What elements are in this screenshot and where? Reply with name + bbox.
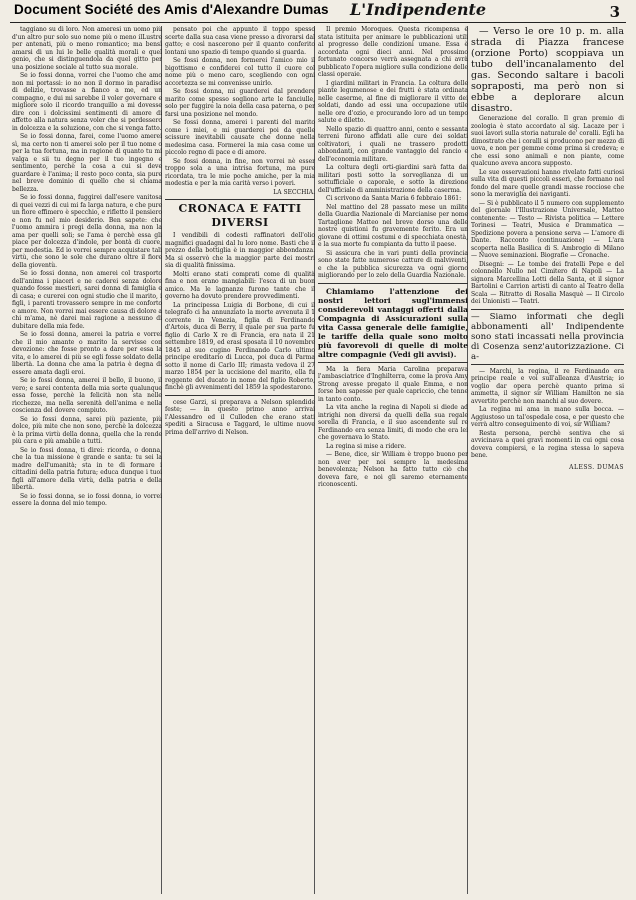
column-1	[12, 26, 162, 896]
paragraph: Se io fossi donna, amerei il bello, il buono, il vero; e sarei contenta della mia sorte qualunque essa fosse, perchè la felicità non sta nelle ricchezze, ma nella serenità dell'anima e nella coscienza del dovere compiuto.	[12, 377, 162, 414]
page-number: 3	[609, 3, 620, 21]
paragraph: Resta persona, perchè sentiva che si avvicinava a quei gravi momenti in cui ogni cosa doveva compiersi, e la regina stessa lo sapeva bene.	[471, 429, 624, 459]
paragraph: Se io fossi donna, non amerei col trasporto dell'anima i piaceri e ne caderei senza dolore quando fosse mestieri, sarei donna di famiglia e di casa; e curerei con ogni studio che il marito, i figli, i parenti trovassero sempre in me conforto e amore. Non vorrei mai essere causa di dolore a chi m'ama, nè darei mai ragione a nessuno di dubitare della mia fede.	[12, 270, 162, 330]
paragraph: — Verso le ore 10 p. m. alla strada di Piazza francese (orzione Porto) scoppiava un tubo dell'incanalamento del gas. Secondo saltare i bacoli sopraposti, ma però non si ebbe a deplorare alcun disastro.	[471, 26, 624, 114]
paragraph: Molti erano stati comprati come di qualità fina e non erano mangiabili: l'esca di un buon amico. Ma le lagnanze furono tante che il governo ha dovuto prendere provvedimenti.	[165, 270, 315, 300]
subscription-notice: — Siamo informati che degli abbonamenti all' Indipendente sono stati incassati nella provincia di Cosenza senz'autorizzazione. Ci a-	[471, 309, 624, 365]
paragraph: La coltura degli orti-giardini sarà fatta dai militari posti sotto la sorveglianza di un sottufficiale o caporale, e sotto la direzione dell'ufficiale di amministrazione della caserma.	[318, 164, 468, 194]
paragraph: Se io fossi donna, farei, come l'uomo amerei sì, ma certo non ti amerei solo per il tuo nome o per la tua fortuna, ma in ragione di quanto tu mi valga e sii tu degno per il tuo ingegno e sentimento, perchè la cosa a cui si deve guardare è l'anima; il resto poco conta, sia pure nel breve dominio di quello che si chiama bellezza.	[12, 133, 162, 193]
paragraph: LA SECCHIA.	[273, 188, 315, 196]
paragraph: Se io fossi donna, vorrei che l'uomo che amo non mi portassi: io no non il dormo in paradiso di delizie, trovasse a fianco a me, ed un compagno, e dui mi sarebbe il voler governare e migliore solo il ricordo tranquillo a mi dovesse dire con i dolcissimi sentimenti di amore di affetto alla natura senza voler che si perdessero in dolcezza e la soluzione, con che si venga fatto.	[12, 72, 162, 132]
paragraph: Disegni: — Le tombe dei fratelli Pepe e del colonnello Nullo nel Cimitero di Napoli — La signora Marcellina Lotti della Santa, et il signor Bartolini e Carrion artisti di canto al Teatro della Scala — Ritratto di Rosalia Masquè — Il Circolo dei Unionisti — Teatri.	[471, 260, 624, 305]
paragraph: Nel mattino del 28 passato mese un milite della Guardia Nazionale di Marcianise per nome Tartaglione Matteo nel breve dorso una delle nostre quistioni fu gravemente ferito. Era un giovane di ottimi costumi e di specchiata onestà, e la sua morte fu compianta da tutto il paese.	[318, 203, 468, 248]
paragraph: Il premio Moroques. Questa ricompensa è stata istituita per animare le pubblicazioni utili al progresso delle condizioni umane. Essa è accordata ogni dieci anni. Nel prossimo fortunato concorso verrà assegnata a chi avrà pubblicato l'opera migliore sulla condizione delle classi operaie.	[318, 26, 468, 78]
paragraph: La regina mi ama in mano sulla bocca. — Aggiustoso un tal'ospedale cosa, e per questo che verrà altro conseguimento di voi, sir William?	[471, 406, 624, 428]
paragraph: La regina si mise a ridere.	[326, 442, 407, 450]
paragraph: Generazione del corallo. Il gran premio di zoologia è stato accordato al sig. Lacaze per i suoi lavori sulla storia naturale de' coralli. Egli ha dimostrato che i coralli si producono per mezzo di uova, e non per gemme come prima si credeva; e che essi sono animali e non piante, come qualcuno aveva ancora supposto.	[471, 115, 624, 167]
paragraph: I vendibili di codesti raffinatori dell'olio magnifici guadagni dal lu loro nome. Basti che il prezzo della bottiglia è in maggior abbondanza. Ma si osservò che la maggior parte dei mostri sia di qualità finissima.	[165, 232, 315, 269]
author-signature: ALESS. DUMAS	[569, 463, 624, 471]
paragraph: Se io fossi donna, se io fossi donna, io vorrei essere la donna del mio tempo.	[12, 492, 162, 507]
paragraph: Si assicura che in vari punti della provincia sono state fatte numerose catture di malviventi, e che la pubblica sicurezza va ogni giorno migliorando per lo zelo della Guardia Nazionale.	[318, 249, 468, 279]
paragraph: Ci scrivono da Santa Maria 6 febbraio 1861:	[326, 195, 462, 202]
divider	[318, 362, 468, 363]
paragraph: Se io fossi donna, sarei più paziente, più dolce, più mite che non sono, perchè la dolcezza è la prima virtù della donna, quella che la rende più cara e più amabile a tutti.	[12, 415, 162, 445]
insurance-notice: Chiamiamo l'attenzione dei nostri lettori sugl'immensi considerevoli vantaggi offerti dalla Compagnia di Assicurazioni sulla vita Cassa generale delle famiglie, le tariffe della quale sono molto più favorevoli di quelle di molte altre compagnie (Vedi gli avvisi).	[318, 286, 468, 359]
paragraph: Se fossi donna, non formerei l'amico mio il bigottismo e confiderei col tutto il cuore col nome più o meno caro, scegliendo con ogni accortezza se mi convenisse unirlo.	[165, 57, 315, 87]
column-4	[471, 26, 624, 896]
paragraph: Nello spazio di quattro anni, cento e sessanta terreni furono affidati alle cure dei soldati coltivatori, i quali ne trassero prodotti abbondanti, con grande vantaggio del rancio e dell'economia militare.	[318, 125, 468, 163]
paragraph: Le sue osservazioni hanno rivelato fatti curiosi sulla vita di questi piccoli esseri, che formano nel fondo del mare quelle grandi masse rocciose che sono la meraviglia dei naviganti.	[471, 168, 624, 198]
header-rule	[10, 22, 626, 23]
paragraph: La principessa Luigia di Borbone, di cui il telegrafo ci ha annunziato la morte avvenuta il 1 corrente in Venezia, figlia di Ferdinando d'Artois, duca di Berry, il quale per sua parte fu figlio di Carlo X re di Francia, era nata il 21 settembre 1819, ed erasi sposata il 10 novembre 1845 al suo cugino Ferdinando Carlo ultimo principe ereditario di Lucca, poi duca di Parma sotto il nome di Carlo III; rimasta vedova il 27 marzo 1854 per la uccisione del marito, ella fu reggente del ducato in nome del figlio Roberto, finchè gli avvenimenti del 1859 la spodestarono.	[165, 301, 315, 391]
paragraph: Ma la fiera Maria Carolina preparava l'ambasciatrice d'Inghilterra, come la prova Amy Strong avesse pregato il quale Emma, e non forse ben sapesse per quale capriccio, che tenne in tanto conto.	[318, 365, 468, 403]
paragraph: I giardini militari in Francia. La coltura delle piante legumenose e dei frutti è stata ordinata nelle caserme, al fine di migliorare il vitto dei soldati, dando ad essi una occupazione utile nelle ore d'ozio, e procurando loro ad un tempo salute e diletto.	[318, 79, 468, 124]
masthead-title: L'Indipendente	[350, 0, 487, 19]
column-3	[318, 26, 468, 896]
paragraph: Se io fossi donna, amerei la patria e vorrei che il mio amante o marito la servisse con devozione: che fosse pronto a dare per essa la vita, e lo amerei di più se egli fosse soldato della libertà. La donna che ama la patria è degna di essere amata dagli eroi.	[12, 331, 162, 376]
paragraph: — Marchi, la regina, il re Ferdinando era principe reale e voi sull'alleanza d'Austria; io voglio dar opera perchè quanto prima si ammetta, il signor sir William Hamilton ne sia avvertito perchè non manchi al suo dovere.	[471, 367, 624, 405]
paragraph: Se fossi donna, mi guarderei dal prendere marito come spesso sogliono arte le fanciulle, solo per fuggire la noia della casa paterna, o per farsi una posizione nel mondo.	[165, 88, 315, 118]
paragraph: Se io fossi donna, fuggirei dall'esere vanitosa di quei vezzi di cui mi fa larga natura, e che pure un fiore effimero è specchio, e rifletto il pensiero e non fu nel mio desiderio. Ben sapete: che l'uomo ammira i pregi della donna, ma non la ama per quelli soli; se l'ama è perchè essa gli piace per dolcezza d'indole, per bontà di cuore, per modestia. Ed io vorrei sempre acquistare tali virtù, che sono le sole che durano oltre il fiore della gioventù.	[12, 194, 162, 269]
section-title: CRONACA E FATTI DIVERSI	[165, 199, 315, 230]
paragraph: Se io fossi donna, ti direi: ricorda, o donna, che la tua missione è grande e santa: tu sei la madre dell'umanità; sta in te di formare i cittadini della patria futura; educa dunque i tuoi figli all'amore della virtù, della patria e della libertà.	[12, 446, 162, 491]
paragraph: cese Garzi, si preparava a Nelson splendide feste; — in questo primo anno arrivai l'Alessandro ed il Culloden che erano stati spediti a Siracusa e Taggard, le ultime nuove prima dell'arrivo di Nelson.	[165, 398, 315, 436]
divider	[318, 283, 468, 284]
divider	[165, 395, 315, 396]
paragraph: taggiano su di loro. Non ameresi un uomo più d'un altro pur solo suo nome più o meno ilLustre per antenati, più o meno romantico; ma bensì amarsi di un lui le belle qualità morali e quel genio, che si distinguendola da quel gitto per una posizione sociale al tutto sua morale.	[12, 26, 162, 71]
paragraph: — Si è pubblicato il 5 numero con supplemento del giornale l'Illustrazione Universale, Matteo contenente: — Testo — Rivista politica — Lettere Torinesi — Teatri, Musica e Drammatica — Spedizione povera a pensione serva — L'amore di Dante. Racconto (continuazione) — L'ara scoperta nella Basilica di S. Ambrogio di Milano — Nuove seminazioni. Biografie — Cronache.	[471, 199, 624, 259]
paragraph: Se fossi donna, amerei i parenti del marito come i miei, e mi guarderei poi da quelle scissure inevitabili causate che donne nella medesima casa. Formerei la mia casa come un piccolo regno di pace e di amore.	[165, 119, 315, 156]
column-2	[165, 26, 315, 896]
paragraph: Se fossi donna, in fine, non vorrei nè esser troppo sola a una intrisa fortuna, ma pure ricordata, tra le mie poche amiche, per la mia modestia e per la mia carità verso i poveri.	[165, 157, 315, 187]
paragraph: pensato poi che appunto il toppo spesso scerte dalla sua casa viene presso a divorarsi dal gatto; e così nascerono per il quanto conferito lontani uno spazio di tempo quando si guarda.	[165, 26, 315, 56]
paragraph: — Bene, dice, sir William è troppo buono per non aver per noi sempre la medesima benevolenza; Nelson ha fatto tutto ciò che doveva fare, e noi gli saremo eternamente riconoscenti.	[318, 451, 468, 488]
paragraph: La vita anche la regina di Napoli si diede ad intrighi non diversi da quelli della sua regale sorella di Francia, e il suo ascendente sul re Ferdinando era senza limiti, di modo che era lei che governava lo Stato.	[318, 404, 468, 441]
watermark-text: Document Société des Amis d'Alexandre Dumas	[14, 2, 329, 17]
